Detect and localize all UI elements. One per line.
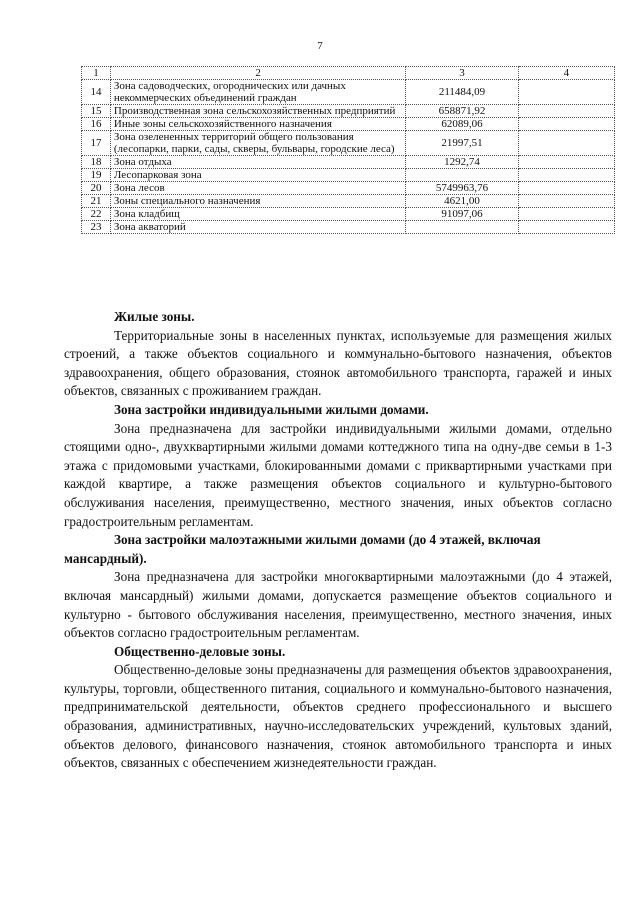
zone-area-cell: 5749963,76 (406, 182, 519, 195)
row-number-cell: 16 (82, 118, 111, 131)
extra-cell (518, 105, 614, 118)
zone-name-cell: Зона лесов (110, 182, 405, 195)
zone-area-cell: 658871,92 (406, 105, 519, 118)
extra-cell (518, 156, 614, 169)
zone-area-cell: 1292,74 (406, 156, 519, 169)
extra-cell (518, 221, 614, 234)
table-row (82, 182, 615, 195)
table-header-cell: 3 (406, 67, 519, 80)
zone-name-cell: Зона кладбищ (110, 208, 405, 221)
row-number-cell: 18 (82, 156, 111, 169)
table-row (82, 221, 615, 234)
table-header-cell: 4 (518, 67, 614, 80)
row-number-cell: 20 (82, 182, 111, 195)
zone-area-cell (406, 169, 519, 182)
business-zones-paragraph: Общественно-деловые зоны предназначены для размещения объектов здравоохранения, культуры, торговли, общественного питания, социального и коммунально-бытового назначения, предпринимательской деятельности, объектов среднего профессионального и высшего образования, административных, научно-исследовательских учреждений, культовых зданий, объектов делового, финансового назначения, стоянок автомобильного транспорта и иных объектов, связанных с обеспечением жизнедеятельности граждан. (64, 662, 612, 771)
row-number-cell: 19 (82, 169, 111, 182)
table-row (82, 208, 615, 221)
table-header-cell: 1 (82, 67, 111, 80)
individual-housing-paragraph: Зона предназначена для застройки индивидуальными жилыми домами, отдельно стоящими одно-, двухквартирными жилыми домами коттеджного типа на одну-две семьи в 1-3 этажа с придомовыми участками, блокированными домами с приквартирными участками при каждой квартире, а также размещения объектов социального и культурно-бытового обслуживания населения, преимущественно, местного значения, иных объектов согласно градостроительным регламентам. (64, 420, 612, 529)
zone-name-cell: Зоны специального назначения (110, 195, 405, 208)
row-number-cell: 22 (82, 208, 111, 221)
extra-cell (518, 208, 614, 221)
residential-zones-heading: Жилые зоны. (114, 309, 195, 324)
table-row (82, 169, 615, 182)
table-header-cell: 2 (110, 67, 405, 80)
page-number: 7 (317, 40, 323, 52)
residential-zones-paragraph: Территориальные зоны в населенных пунктах, используемые для размещения жилых строений, а также объектов социального и коммунально-бытового назначения, объектов здравоохранения, общего образования, стоянок автомобильного транспорта, гаражей и иных объектов, связанных с проживанием граждан. (64, 327, 612, 399)
zones-table (81, 66, 615, 234)
row-number-cell: 21 (82, 195, 111, 208)
extra-cell (518, 169, 614, 182)
row-number-cell: 15 (82, 105, 111, 118)
table-row (82, 118, 615, 131)
zone-area-cell (406, 221, 519, 234)
zone-name-cell: Зона озелененных территорий общего пользования (лесопарки, парки, сады, скверы, бульвары, городские леса) (110, 131, 405, 156)
row-number-cell: 23 (82, 221, 111, 234)
extra-cell (518, 195, 614, 208)
extra-cell (518, 80, 614, 105)
table-row (82, 131, 615, 156)
zone-area-cell: 211484,09 (406, 80, 519, 105)
zone-name-cell: Лесопарковая зона (110, 169, 405, 182)
table-row (82, 195, 615, 208)
lowrise-housing-paragraph: Зона предназначена для застройки многоквартирными малоэтажными (до 4 этажей, включая мансардный) жилыми домами, допускается размещение объектов социального и культурно - бытового обслуживания населения, преимущественно, местного значения, иных объектов согласно градостроительным регламентам. (64, 569, 612, 641)
extra-cell (518, 118, 614, 131)
zone-name-cell: Зона отдыха (110, 156, 405, 169)
zone-name-cell: Производственная зона сельскохозяйственных предприятий (110, 105, 405, 118)
table-row (82, 80, 615, 105)
zone-area-cell: 21997,51 (406, 131, 519, 156)
lowrise-housing-heading: Зона застройки малоэтажными жилыми домами (до 4 этажей, включая мансардный). (64, 532, 541, 566)
row-number-cell: 14 (82, 80, 111, 105)
extra-cell (518, 182, 614, 195)
individual-housing-heading: Зона застройки индивидуальными жилыми домами. (114, 401, 429, 417)
zone-name-cell: Иные зоны сельскохозяйственного назначения (110, 118, 405, 131)
extra-cell (518, 131, 614, 156)
table-row (82, 105, 615, 118)
body-text (64, 308, 612, 773)
zone-area-cell: 62089,06 (406, 118, 519, 131)
row-number-cell: 17 (82, 131, 111, 156)
zone-name-cell: Зона садоводческих, огороднических или дачных некоммерческих объединений граждан (110, 80, 405, 105)
zone-area-cell: 4621,00 (406, 195, 519, 208)
table-row (82, 156, 615, 169)
zone-name-cell: Зона акваторий (110, 221, 405, 234)
business-zones-heading: Общественно-деловые зоны. (114, 643, 286, 659)
table-header-row (82, 67, 615, 80)
zone-area-cell: 91097,06 (406, 208, 519, 221)
